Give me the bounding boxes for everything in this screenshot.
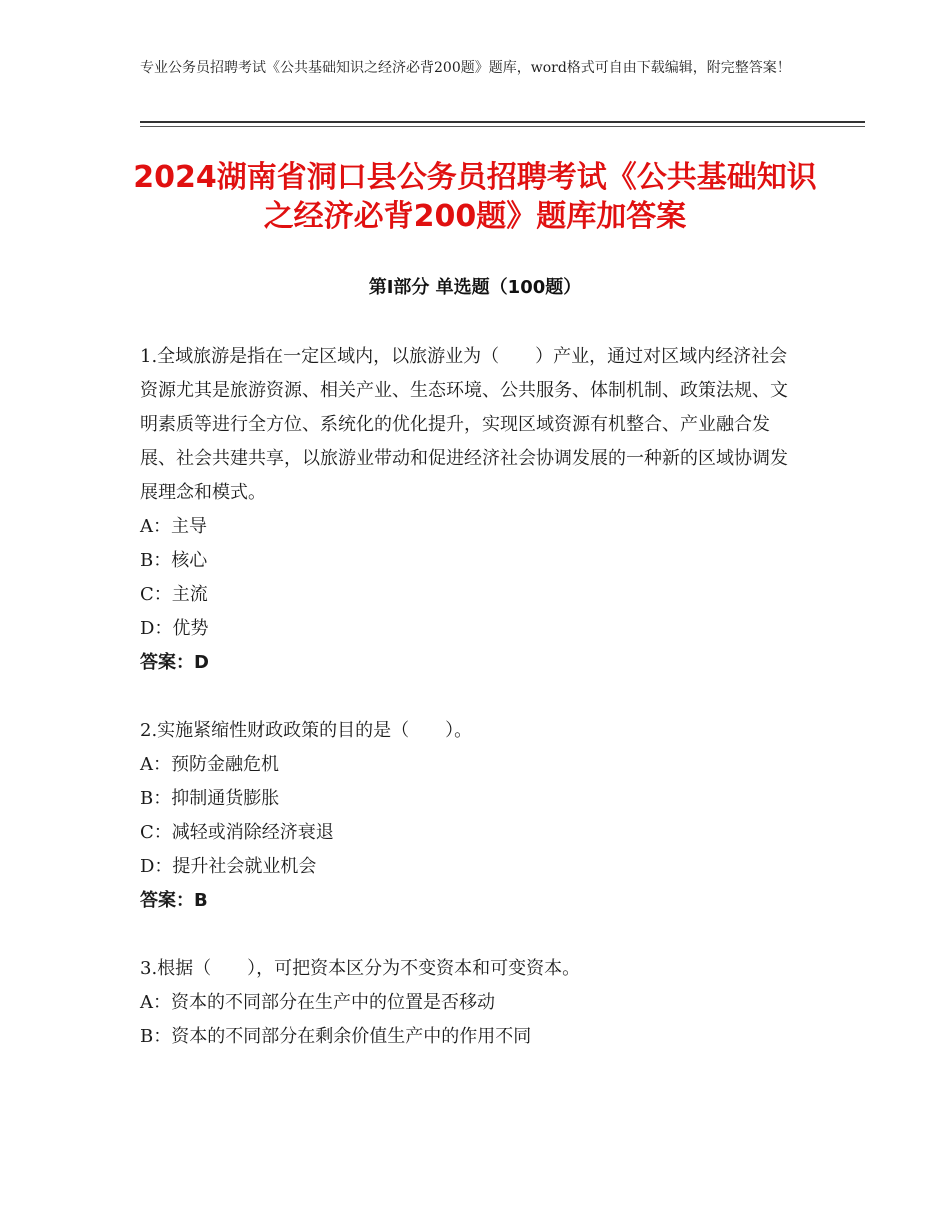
option-c: C：主流 xyxy=(140,584,208,605)
option-a: A：资本的不同部分在生产中的位置是否移动 xyxy=(140,992,495,1013)
answer: 答案：B xyxy=(140,890,208,911)
question-1 xyxy=(140,340,800,680)
document-title: 2024湖南省洞口县公务员招聘考试《公共基础知识之经济必背200题》题库加答案 xyxy=(133,160,817,234)
header-note: 专业公务员招聘考试《公共基础知识之经济必背200题》题库，word格式可自由下载编辑，附完整答案！ xyxy=(140,60,791,76)
question-2 xyxy=(140,714,800,918)
option-d: D：提升社会就业机会 xyxy=(140,856,317,877)
question-stem: 1.全域旅游是指在一定区域内，以旅游业为（ ）产业，通过对区域内经济社会资源尤其是旅游资源、相关产业、生态环境、公共服务、体制机制、政策法规、文明素质等进行全方位、系统化的优化提升，实现区域资源有机整合、产业融合发展、社会共建共享，以旅游业带动和促进经济社会协调发展的一种新的区域协调发展理念和模式。 xyxy=(140,346,788,503)
header-divider xyxy=(140,121,865,123)
option-b: B：资本的不同部分在剩余价值生产中的作用不同 xyxy=(140,1026,532,1047)
answer: 答案：D xyxy=(140,652,209,673)
option-b: B：抑制通货膨胀 xyxy=(140,788,280,809)
question-list xyxy=(140,340,800,1088)
section-heading: 第Ⅰ部分 单选题（100题） xyxy=(368,277,582,298)
option-a: A：预防金融危机 xyxy=(140,754,279,775)
option-d: D：优势 xyxy=(140,618,209,639)
header-divider-thin xyxy=(140,126,865,127)
option-c: C：减轻或消除经济衰退 xyxy=(140,822,334,843)
option-a: A：主导 xyxy=(140,516,207,537)
question-stem: 3.根据（ ），可把资本区分为不变资本和可变资本。 xyxy=(140,958,581,979)
question-stem: 2.实施紧缩性财政政策的目的是（ ）。 xyxy=(140,720,473,741)
question-3 xyxy=(140,952,800,1054)
option-b: B：核心 xyxy=(140,550,208,571)
